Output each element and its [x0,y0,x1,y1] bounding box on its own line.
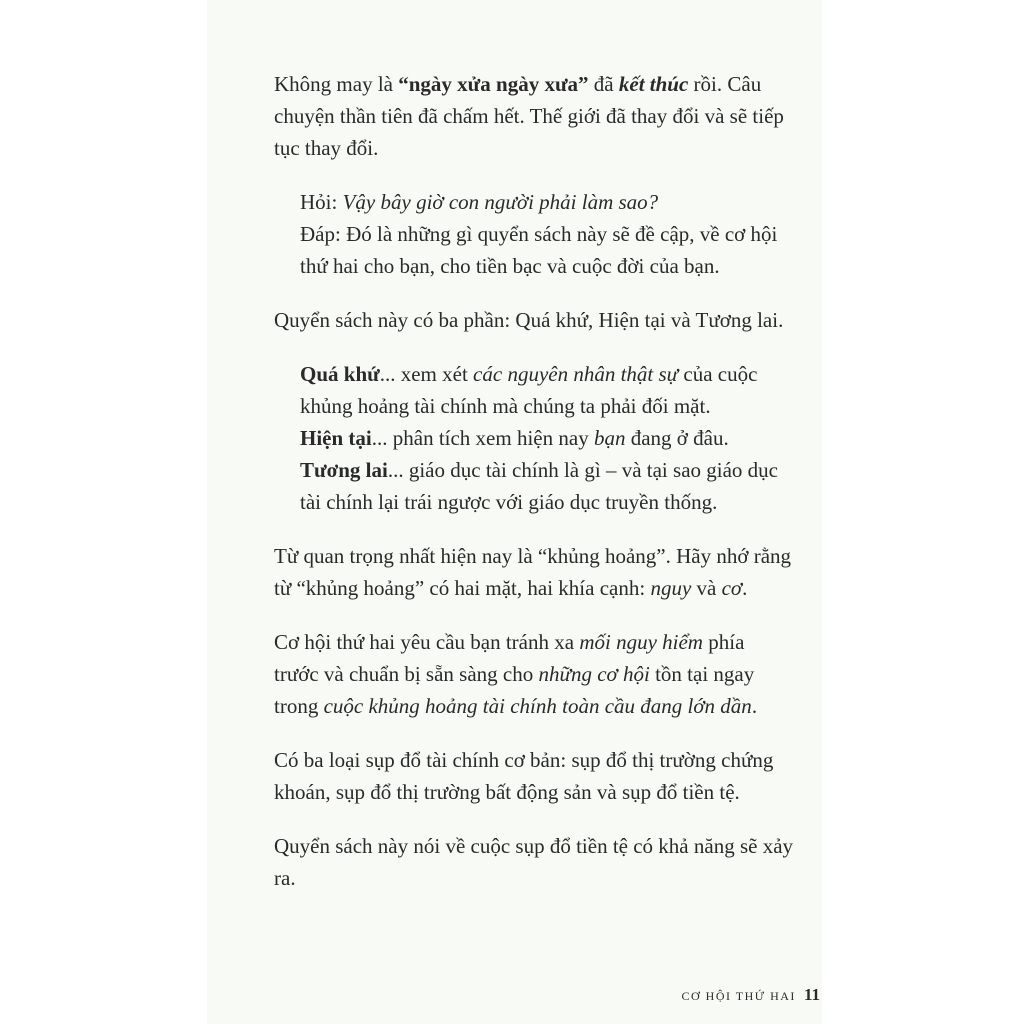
text-run: đang ở đâu. [625,426,729,450]
paragraph-parts: Quyển sách này có ba phần: Quá khứ, Hiện tại và Tương lai. [274,308,784,332]
part-label: Tương lai [300,458,388,482]
part-present [300,422,794,454]
text-run: ... giáo dục tài chính là gì – và tại sao giáo dục tài chính lại trái ngược với giáo dục truyền thống. [300,458,778,514]
paragraph-crisis [274,540,794,604]
text-run: phía trước và chuẩn bị sẵn sàng cho [274,630,745,686]
page-body [274,68,794,894]
qa-block [274,186,794,282]
emphasis-italic: bạn [593,426,626,450]
text-run: ... phân tích xem hiện nay [371,426,594,450]
text-run: . [742,576,748,600]
emphasis-bold: “ngày xửa ngày xưa” [398,72,589,96]
emphasis-italic: mối nguy hiểm [579,630,703,654]
page-footer [682,985,820,1005]
emphasis-italic: cơ [721,576,743,600]
paragraph-currency-collapse: Quyển sách này nói về cuộc sụp đổ tiền tệ có khả năng sẽ xảy ra. [274,834,794,890]
text-run: đã [588,72,619,96]
page-number: 11 [803,985,820,1004]
part-label: Hiện tại [300,426,372,450]
question-text: Vậy bây giờ con người phải làm sao? [342,190,659,214]
part-label: Quá khứ [300,362,380,386]
question-line [300,186,794,218]
answer-line: Đáp: Đó là những gì quyển sách này sẽ đề cập, về cơ hội thứ hai cho bạn, cho tiền bạc và cuộc đời của bạn. [300,222,778,278]
parts-list [274,358,794,518]
paragraph-collapse-types: Có ba loại sụp đổ tài chính cơ bản: sụp đổ thị trường chứng khoán, sụp đổ thị trường bất động sản và sụp đổ tiền tệ. [274,748,774,804]
text-run: và [691,576,722,600]
text-run: tồn tại ngay trong [274,662,755,718]
text-run: Cơ hội thứ hai yêu cầu bạn tránh xa [274,630,580,654]
emphasis-italic: cuộc khủng hoảng tài chính toàn cầu đang lớn dần [323,694,752,718]
paragraph-second-chance [274,626,794,722]
paragraph-intro [274,68,794,164]
emphasis-italic: những cơ hội [538,662,650,686]
running-head: CƠ HỘI THỨ HAI [681,989,796,1003]
emphasis-bold-italic: kết thúc [618,72,689,96]
emphasis-italic: các nguyên nhân thật sự [473,362,679,386]
emphasis-italic: nguy [650,576,692,600]
question-label: Hỏi: [300,190,343,214]
text-run: Từ quan trọng nhất hiện nay là “khủng hoảng”. Hãy nhớ rằng từ “khủng hoảng” có hai mặt, hai khía cạnh: [274,544,792,600]
text-run: Không may là [274,72,399,96]
text-run: . [751,694,758,718]
part-future [300,454,794,518]
text-run: rồi. Câu chuyện thần tiên đã chấm hết. Thế giới đã thay đổi và sẽ tiếp tục thay đổi. [274,72,784,160]
text-run: của cuộc khủng hoảng tài chính mà chúng ta phải đối mặt. [300,362,758,418]
text-run: ... xem xét [379,362,474,386]
part-past [300,358,794,422]
